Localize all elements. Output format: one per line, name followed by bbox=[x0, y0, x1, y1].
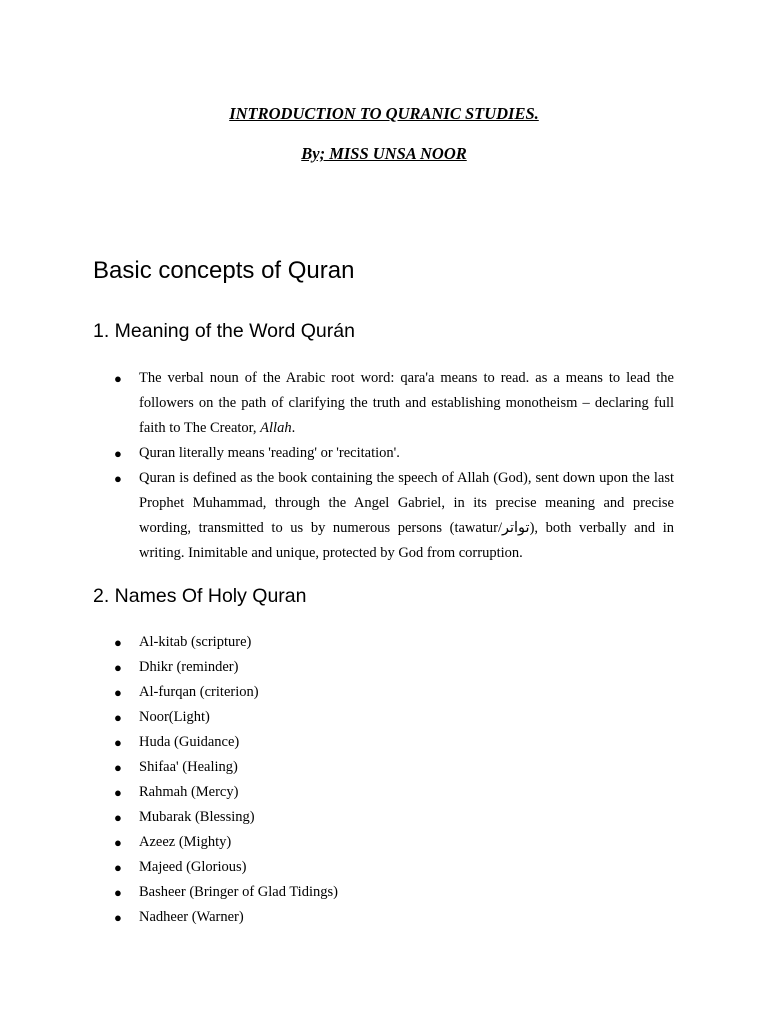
bullet-icon: ● bbox=[114, 810, 122, 825]
name-list-item bbox=[93, 905, 674, 930]
bullet-icon: ● bbox=[114, 446, 122, 461]
bullet-icon: ● bbox=[114, 860, 122, 875]
name-text: Rahmah (Mercy) bbox=[139, 784, 239, 800]
name-list-item bbox=[93, 855, 674, 880]
bullet-icon: ● bbox=[114, 471, 122, 486]
bullet-icon: ● bbox=[114, 685, 122, 700]
name-text: Dhikr (reminder) bbox=[139, 659, 239, 675]
name-text: Mubarak (Blessing) bbox=[139, 809, 255, 825]
name-list-item bbox=[93, 830, 674, 855]
name-text: Al-kitab (scripture) bbox=[139, 634, 252, 650]
name-text: Huda (Guidance) bbox=[139, 734, 240, 750]
name-list-item bbox=[93, 680, 674, 705]
meaning-bullet-item bbox=[93, 366, 674, 441]
names-bullet-list bbox=[93, 630, 674, 930]
name-text: Nadheer (Warner) bbox=[139, 909, 244, 925]
bullet-icon: ● bbox=[114, 760, 122, 775]
name-list-item bbox=[93, 730, 674, 755]
bullet-icon: ● bbox=[114, 735, 122, 750]
document-author: By; MISS UNSA NOOR bbox=[301, 144, 467, 163]
bullet-icon: ● bbox=[114, 635, 122, 650]
name-list-item bbox=[93, 630, 674, 655]
name-text: Noor(Light) bbox=[139, 709, 210, 725]
name-list-item bbox=[93, 805, 674, 830]
meaning-bullet-item bbox=[93, 466, 674, 566]
bullet-icon: ● bbox=[114, 371, 122, 386]
bullet-icon: ● bbox=[114, 710, 122, 725]
name-text: Azeez (Mighty) bbox=[139, 834, 232, 850]
bullet-text-main: The verbal noun of the Arabic root word: qara'a means to read. as a means to lead the followers on the path of clarifying the truth and establishing monotheism – declaring full faith to The Creator, bbox=[139, 370, 674, 436]
name-list-item bbox=[93, 780, 674, 805]
name-list-item bbox=[93, 880, 674, 905]
name-text: Shifaa' (Healing) bbox=[139, 759, 238, 775]
main-heading: Basic concepts of Quran bbox=[93, 257, 355, 284]
name-text: Basheer (Bringer of Glad Tidings) bbox=[139, 884, 338, 900]
name-text: Al-furqan (criterion) bbox=[139, 684, 259, 700]
section-1-heading: 1. Meaning of the Word Qurán bbox=[93, 320, 355, 342]
document-title: INTRODUCTION TO QURANIC STUDIES. bbox=[229, 104, 539, 123]
bullet-text bbox=[139, 366, 674, 441]
bullet-text-end: . bbox=[291, 420, 296, 436]
bullet-icon: ● bbox=[114, 785, 122, 800]
bullet-icon: ● bbox=[114, 910, 122, 925]
name-text: Majeed (Glorious) bbox=[139, 859, 247, 875]
name-list-item bbox=[93, 705, 674, 730]
meaning-bullet-list bbox=[93, 366, 674, 566]
bullet-icon: ● bbox=[114, 660, 122, 675]
bullet-text: Quran literally means 'reading' or 'recitation'. bbox=[139, 445, 400, 461]
name-list-item bbox=[93, 755, 674, 780]
meaning-bullet-item bbox=[93, 441, 674, 466]
section-2-heading: 2. Names Of Holy Quran bbox=[93, 585, 307, 607]
name-list-item bbox=[93, 655, 674, 680]
bullet-icon: ● bbox=[114, 885, 122, 900]
bullet-icon: ● bbox=[114, 835, 122, 850]
bullet-text-italic: Allah bbox=[260, 420, 292, 436]
bullet-text: Quran is defined as the book containing the speech of Allah (God), sent down upon the last Prophet Muhammad, through the Angel Gabriel, in its precise meaning and precise wording, transmitted to us by numerous persons (tawatur/تواتر), both verbally and in writing. Inimitable and unique, protected by God from corruption. bbox=[139, 470, 674, 561]
